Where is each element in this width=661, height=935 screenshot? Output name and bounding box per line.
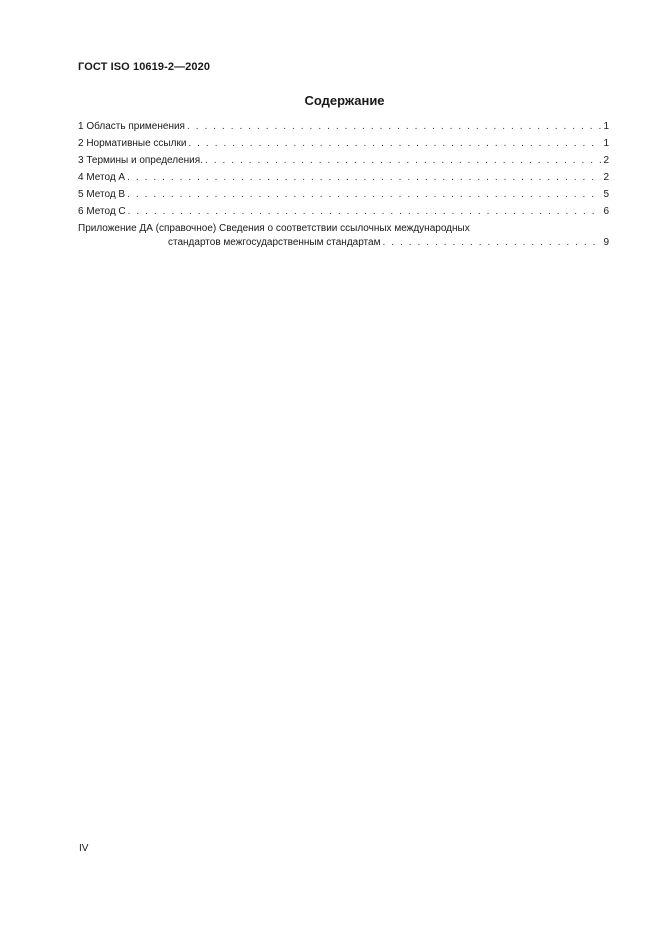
- toc-entry-label: Приложение ДА (справочное) Сведения о соответствии ссылочных международных: [78, 223, 470, 234]
- toc-entry-continuation: [78, 236, 609, 253]
- document-id-header: ГОСТ ISO 10619-2—2020: [78, 61, 211, 73]
- toc-entry-label: 4 Метод А: [78, 172, 126, 183]
- dot-leader: [188, 137, 601, 150]
- toc-entry-terms-definitions[interactable]: [78, 154, 609, 171]
- toc-entry-label: 1 Область применения: [78, 121, 185, 132]
- toc-entry-label: 5 Метод В: [78, 189, 126, 200]
- toc-entry-label: 2 Нормативные ссылки: [78, 138, 187, 149]
- toc-entry-appendix-da[interactable]: [78, 222, 609, 253]
- page-number: IV: [79, 843, 89, 854]
- dot-leader: [205, 154, 601, 167]
- toc-entry-label-cont: стандартов межгосударственным стандартам: [168, 237, 381, 248]
- toc-entry-scope[interactable]: [78, 120, 609, 137]
- toc-entry-normative-references[interactable]: [78, 137, 609, 154]
- toc-entry-method-a[interactable]: [78, 171, 609, 188]
- dot-leader: [382, 236, 601, 249]
- table-of-contents: [78, 120, 609, 253]
- dot-leader: [127, 188, 601, 201]
- dot-leader: [127, 171, 601, 184]
- toc-entry-method-c[interactable]: [78, 205, 609, 222]
- dot-leader: [187, 120, 601, 133]
- toc-entry-page: 5: [603, 189, 609, 200]
- dot-leader: [128, 205, 602, 218]
- toc-entry-page: 1: [603, 121, 609, 132]
- toc-title: [0, 93, 661, 108]
- toc-entry-method-b[interactable]: [78, 188, 609, 205]
- toc-entry-label: 3 Термины и определения.: [78, 155, 203, 166]
- toc-entry-page: 2: [603, 155, 609, 166]
- toc-entry-page: 9: [603, 237, 609, 248]
- toc-title-text: Содержание: [304, 93, 385, 108]
- toc-entry-page: 1: [603, 138, 609, 149]
- toc-entry-label: 6 Метод С: [78, 206, 126, 217]
- toc-entry-page: 6: [603, 206, 609, 217]
- toc-entry-page: 2: [603, 172, 609, 183]
